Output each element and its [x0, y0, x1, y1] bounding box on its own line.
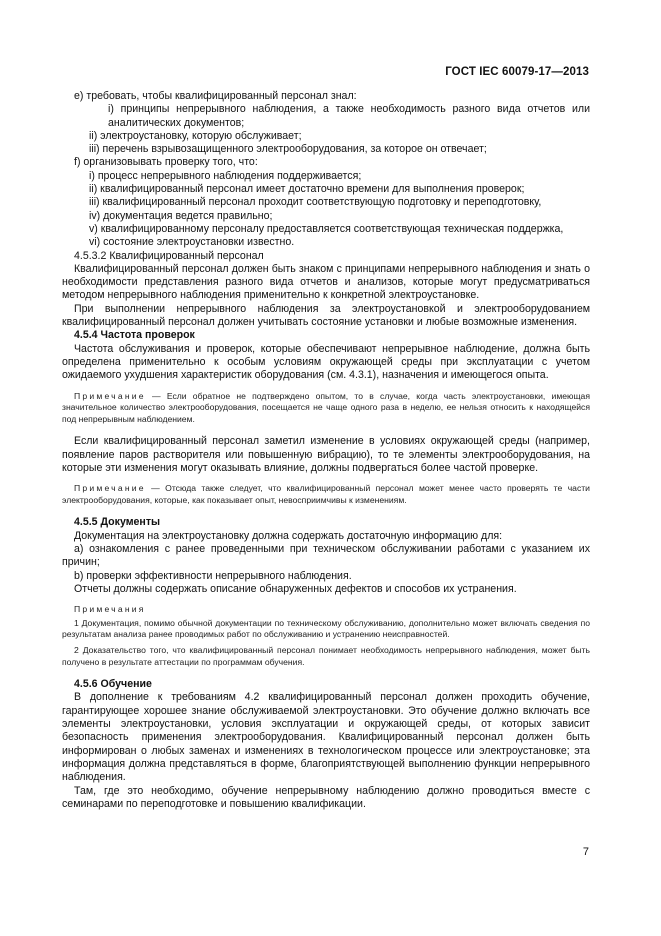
list-subitem-f-ii: ii) квалифицированный персонал имеет достаточно времени для выполнения проверок;: [89, 183, 525, 196]
list-subitem-f-v: v) квалифицированному персоналу предоставляется соответствующая техническая поддержка,: [89, 222, 564, 235]
paragraph: Квалифицированный персонал должен быть знаком с принципами непрерывного наблюдения и знать о необходимости представления разного вида отчетов и анализов, которые могут предусматриваться методом непрерывного наблюдения применительно к конкретной электроустановке.: [62, 262, 590, 302]
list-item-e: е) требовать, чтобы квалифицированный персонал знал:: [74, 90, 357, 102]
notes-label: Примечания: [74, 604, 146, 615]
list-subitem-e-ii: ii) электроустановку, которую обслуживает;: [89, 129, 302, 142]
section-heading-4532: 4.5.3.2 Квалифицированный персонал: [74, 249, 264, 262]
paragraph: В дополнение к требованиям 4.2 квалифицированный персонал должен проходить обучение, гарантирующее хорошее знание обслуживаемой электроустановки. Это обучение должно включать все элементы электроустановки, условия эксплуатации и окружающей среды, от которых зависит безопасность применения электрооборудования. Квалифицированный персонал должен быть информирован о любых заменах и изменениях в технологическом процессе или электроустановке; эта информация должна представляться в форме, благоприятствующей выполнению функции непрерывного наблюдения.: [62, 691, 590, 784]
standard-header: ГОСТ IEC 60079-17—2013: [445, 66, 589, 78]
list-subitem-f-iii: iii) квалифицированный персонал проходит соответствующую подготовку и переподготовку,: [89, 196, 542, 209]
paragraph: Отчеты должны содержать описание обнаруженных дефектов и способов их устранения.: [74, 582, 517, 595]
list-subitem-e-iii: iii) перечень взрывозащищенного электрооборудования, за которое он отвечает;: [89, 143, 487, 156]
document-body: [62, 90, 590, 811]
page-number: 7: [582, 846, 589, 858]
list-subitem-f-vi: vi) состояние электроустановки известно.: [89, 236, 295, 249]
list-item-f: f) организовывать проверку того, что:: [74, 156, 258, 169]
paragraph: Документация на электроустановку должна содержать достаточную информацию для:: [74, 529, 503, 542]
note: [62, 391, 590, 426]
list-item-a: а) ознакомления с ранее проведенными при техническом обслуживании работами с указанием их причин;: [62, 542, 590, 569]
paragraph: Частота обслуживания и проверок, которые обеспечивают непрерывное наблюдение, должна быть определена применительно к особым условиям окружающей среды при эксплуатации с учетом ожидаемого ухудшения характеристик оборудования (см. 4.3.1), назначения и имеющегося опыта.: [62, 342, 590, 382]
note: [62, 483, 590, 506]
paragraph: Если квалифицированный персонал заметил изменение в условиях окружающей среды (например, появление паров растворителя или повышенную вибрацию), то те элементы электрооборудования, на которые эти изменения могут оказывать влияние, должны подвергаться более частой проверке.: [62, 435, 590, 474]
list-item-b: b) проверки эффективности непрерывного наблюдения.: [74, 569, 352, 582]
list-subitem-f-i: i) процесс непрерывного наблюдения поддерживается;: [89, 169, 362, 182]
paragraph: Там, где это необходимо, обучение непрерывному наблюдению должно проводиться вместе с семинарами по переподготовке и повышению квалификации.: [62, 784, 590, 810]
note-text: — Отсюда также следует, что квалифицированный персонал может менее часто проверять те части электрооборудования, которые, как показывает опыт, невосприимчивы к изменениям.: [62, 483, 590, 505]
section-heading-456: 4.5.6 Обучение: [74, 678, 152, 691]
paragraph: При выполнении непрерывного наблюдения за электроустановкой и электрооборудованием квалифицированный персонал должен учитывать состояние установки и любые возможные изменения.: [62, 302, 590, 329]
list-subitem-f-iv: iv) документация ведется правильно;: [89, 209, 273, 222]
section-heading-455: 4.5.5 Документы: [74, 516, 161, 529]
section-heading-454: 4.5.4 Частота проверок: [74, 329, 195, 342]
list-subitem-e-i: i) принципы непрерывного наблюдения, а также необходимость разного вида отчетов или аналитических документов;: [108, 103, 590, 129]
note-label: Примечание: [74, 483, 146, 494]
note-item: 2 Доказательство того, что квалифицированный персонал понимает необходимость непрерывного наблюдения, может быть получено в результате аттестации по программам обучения.: [62, 644, 590, 667]
note-item: 1 Документация, помимо обычной документации по техническому обслуживанию, дополнительно может включать сведения по результатам анализа ранее проводимых работ по обслуживанию и устранению неисправностей.: [62, 617, 590, 640]
note-text: — Если обратное не подтверждено опытом, то в случае, когда часть электроустановки, имеющая значительное количество электрооборудования, посещается не чаще одного раза в неделю, ее нельзя относить к находящейся под непрерывным наблюдением.: [62, 390, 590, 424]
note-label: Примечание: [74, 390, 146, 401]
